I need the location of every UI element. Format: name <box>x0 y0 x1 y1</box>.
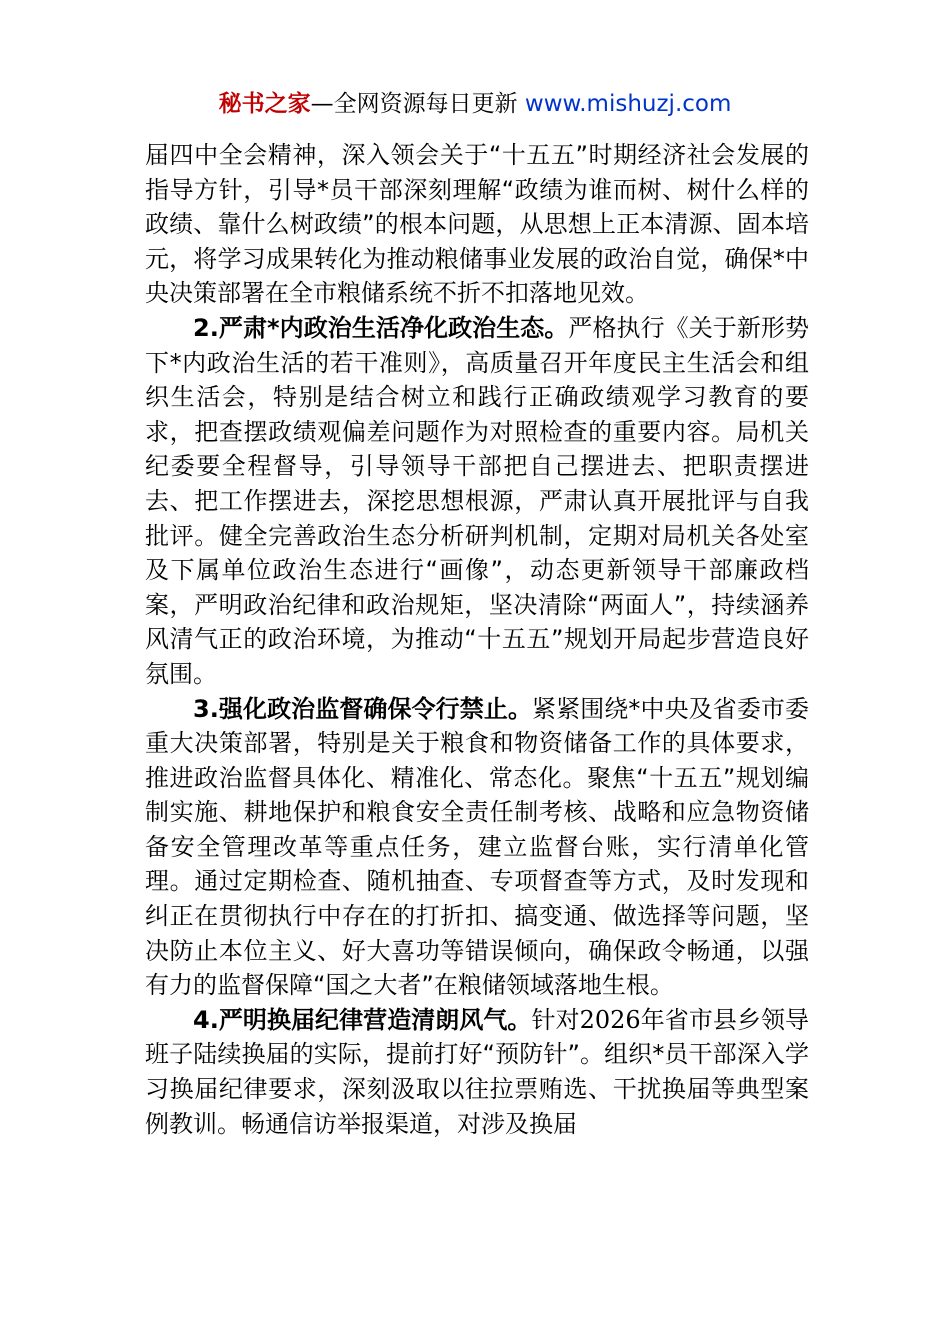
document-body <box>145 138 809 1141</box>
paragraph-4-year: 2026 <box>579 1005 641 1034</box>
paragraph-3-heading: 3.强化政治监督确保令行禁止。 <box>193 694 533 723</box>
paragraph-2-body: 严格执行《关于新形势下*内政治生活的若干准则》，高质量召开年度民主生活会和组织生活会，特别是结合树立和践行正确政绩观学习教育的要求，把查摆政绩观偏差问题作为对照检查的重要内容。局机关纪委要全程督导，引导领导干部把自己摆进去、把职责摆进去、把工作摆进去，深挖思想根源，严肃认真开展批评与自我批评。健全完善政治生态分析研判机制，定期对局机关各处室及下属单位政治生态进行“画像”，动态更新领导干部廉政档案，严明政治纪律和政治规矩，坚决清除“两面人”，持续涵养风清气正的政治环境，为推动“十五五”规划开局起步营造良好氛围。 <box>145 313 809 688</box>
site-slogan: —全网资源每日更新 <box>310 91 518 117</box>
paragraph-2 <box>145 311 809 692</box>
site-url-link[interactable]: www.mishuzj.com <box>524 91 732 117</box>
paragraph-3 <box>145 692 809 1003</box>
paragraph-4-body-pre: 针对 <box>531 1005 580 1034</box>
paragraph-4 <box>145 1003 809 1141</box>
paragraph-1-body: 届四中全会精神，深入领会关于“十五五”时期经济社会发展的指导方针，引导*员干部深刻理解“政绩为谁而树、树什么样的政绩、靠什么树政绩”的根本问题，从思想上正本清源、固本培元，将学习成果转化为推动粮储事业发展的政治自觉，确保*中央决策部署在全市粮储系统不折不扣落地见效。 <box>145 141 809 308</box>
paragraph-3-body: 紧紧围绕*中央及省委市委重大决策部署，特别是关于粮食和物资储备工作的具体要求，推进政治监督具体化、精准化、常态化。聚焦“十五五”规划编制实施、耕地保护和粮食安全责任制考核、战略和应急物资储备安全管理改革等重点任务，建立监督台账，实行清单化管理。通过定期检查、随机抽查、专项督查等方式，及时发现和纠正在贯彻执行中存在的打折扣、搞变通、做选择等问题，坚决防止本位主义、好大喜功等错误倾向，确保政令畅通，以强有力的监督保障“国之大者”在粮储领域落地生根。 <box>145 694 810 1000</box>
page-header <box>0 88 950 120</box>
paragraph-2-heading: 2.严肃*内政治生活净化政治生态。 <box>193 313 569 342</box>
paragraph-4-heading: 4.严明换届纪律营造清朗风气。 <box>193 1005 532 1034</box>
paragraph-4-body: 年省市县乡领导班子陆续换届的实际，提前打好“预防针”。组织*员干部深入学习换届纪律要求，深刻汲取以往拉票贿选、干扰换届等典型案例教训。畅通信访举报渠道，对涉及换届 <box>145 1005 810 1138</box>
paragraph-1 <box>145 138 809 311</box>
site-brand[interactable]: 秘书之家 <box>218 91 311 117</box>
